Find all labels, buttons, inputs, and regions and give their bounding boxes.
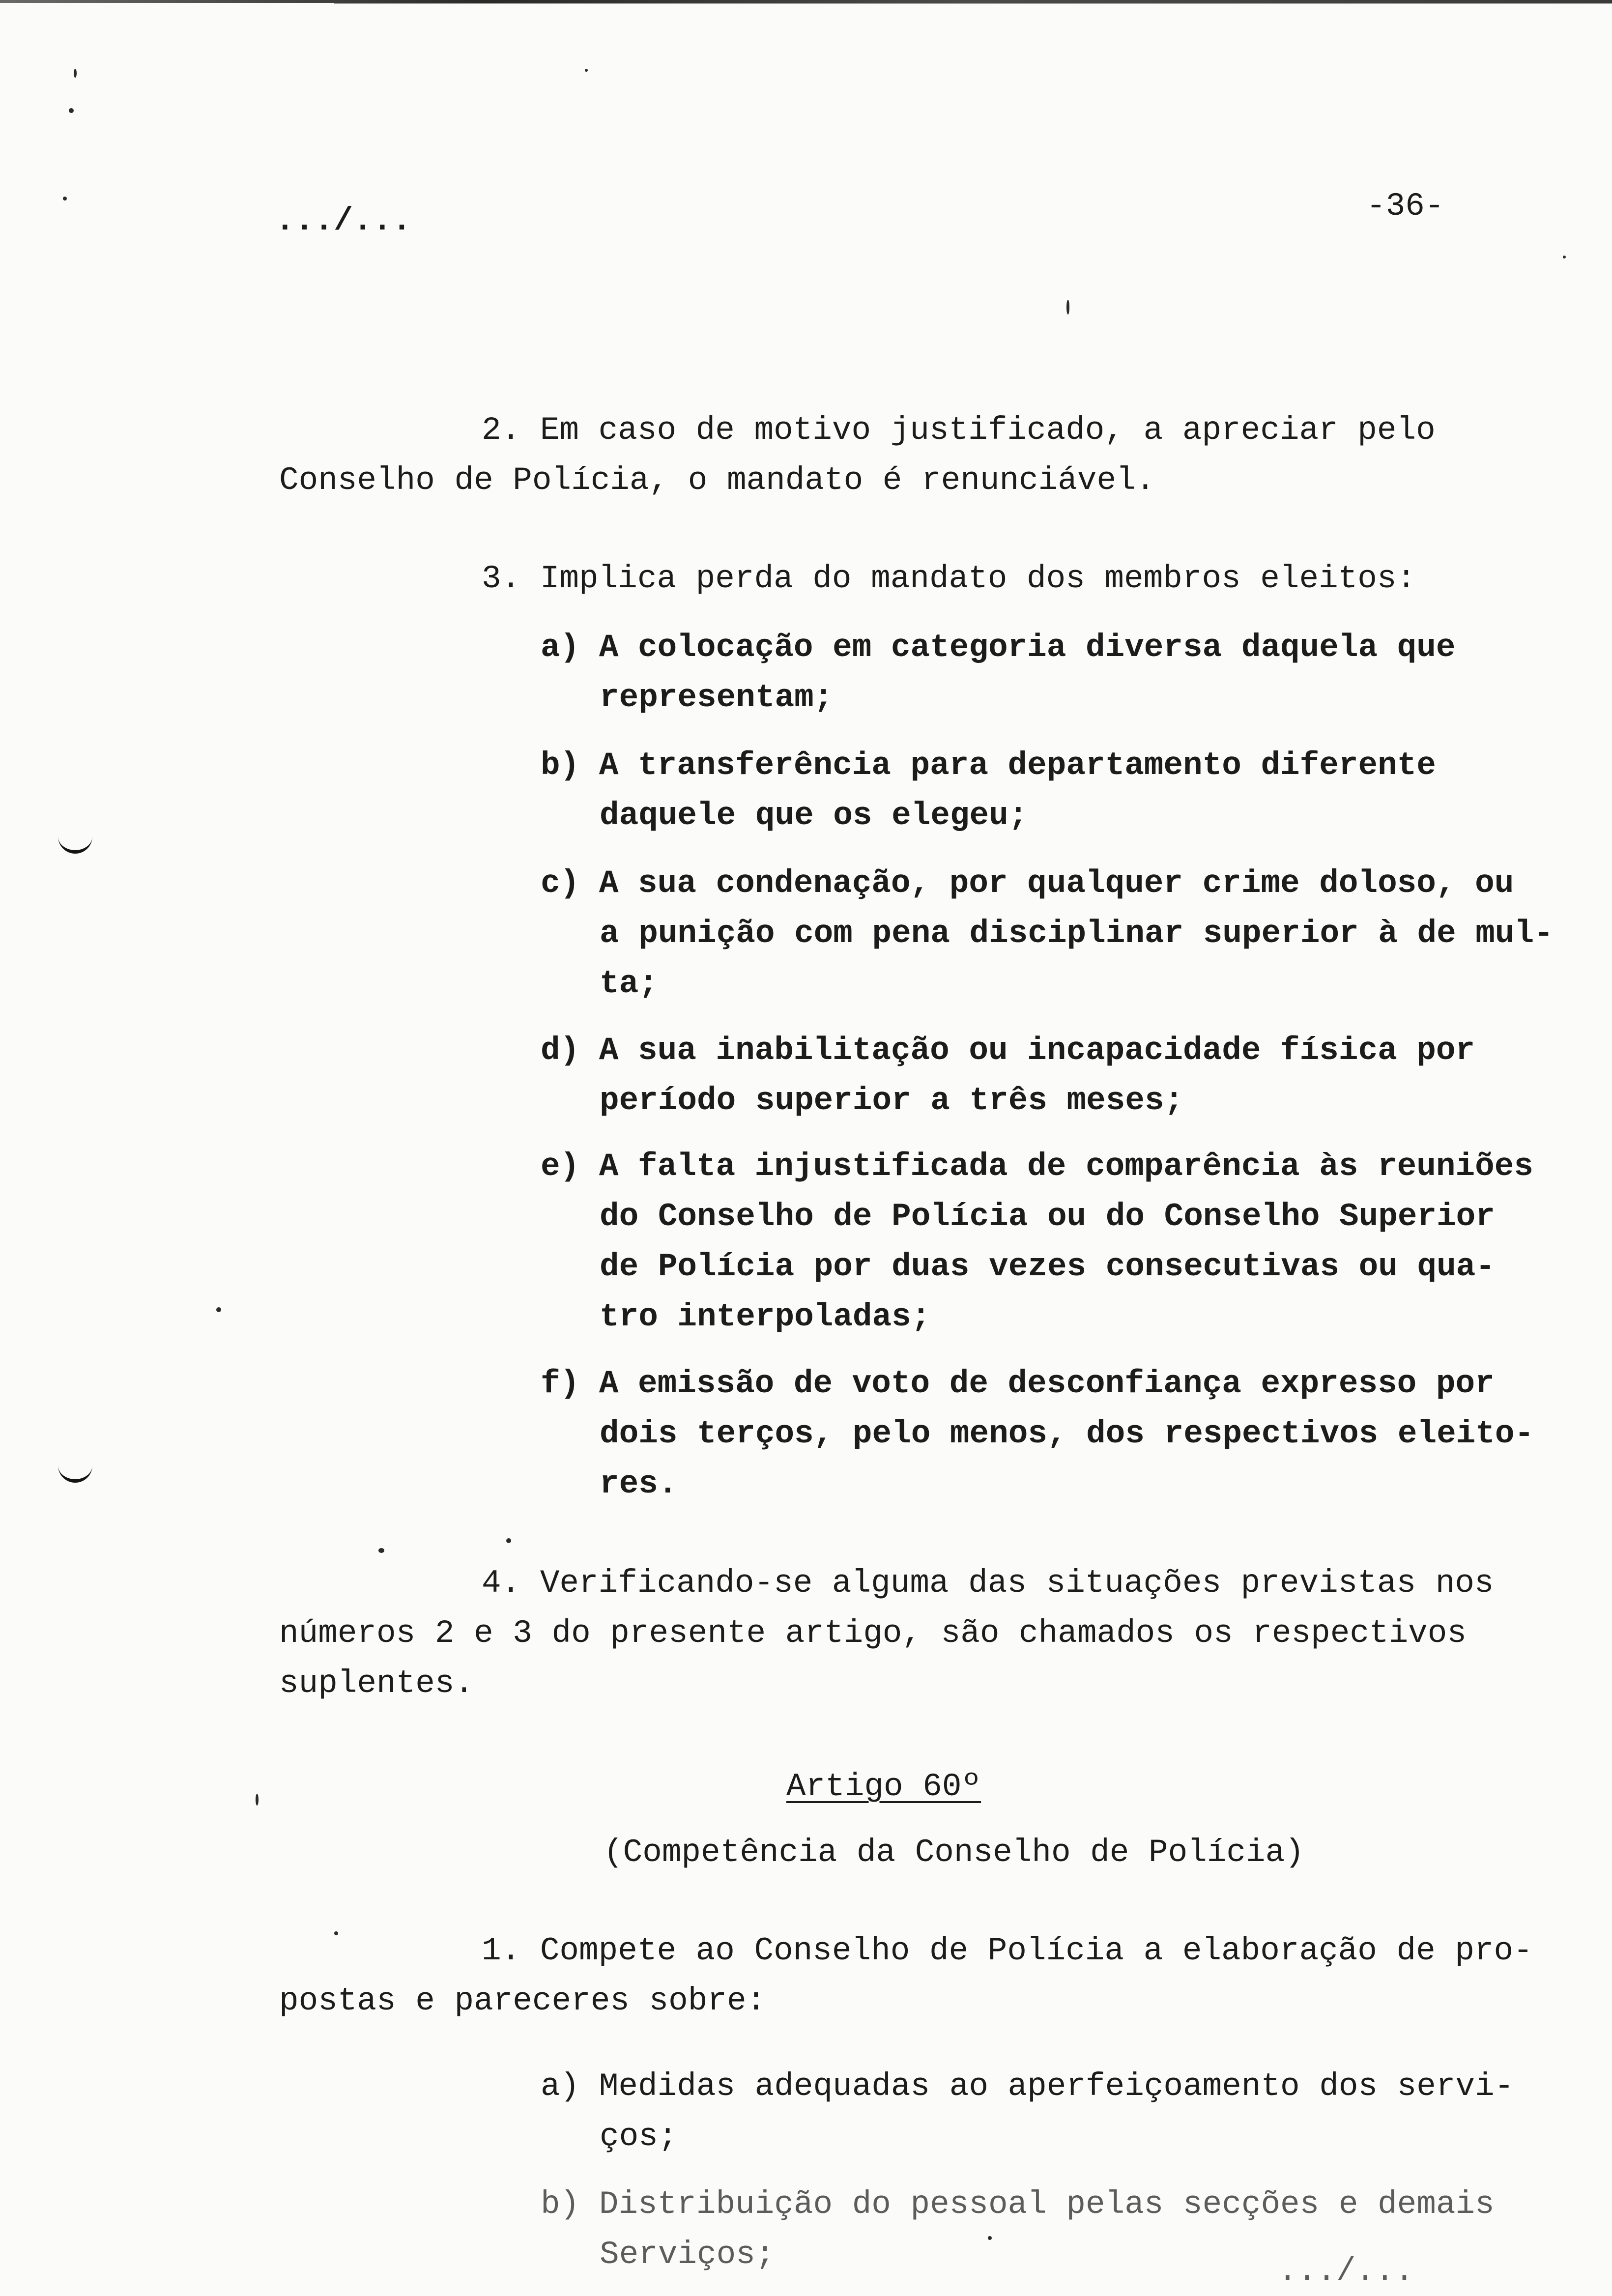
- scan-speck: [1563, 256, 1566, 258]
- item-3e-line-1: e) A falta injustificada de comparência às reuniões: [541, 1148, 1533, 1185]
- item-3a-line-2: representam;: [600, 679, 834, 716]
- item-3b-line-1: b) A transferência para departamento diferente: [541, 747, 1436, 784]
- item-3d-line-1: d) A sua inabilitação ou incapacidade física por: [541, 1032, 1475, 1069]
- page-number: -36-: [1366, 188, 1444, 225]
- item-3d-line-2: período superior a três meses;: [600, 1082, 1184, 1119]
- item-3f-line-2: dois terços, pelo menos, dos respectivos eleito-: [600, 1415, 1534, 1452]
- scan-top-border-shadow: [334, 3, 1612, 4]
- item-3f-line-1: f) A emissão de voto de desconfiança expresso por: [541, 1365, 1495, 1402]
- scan-speck: [585, 69, 588, 72]
- item-2-line-1: 2. Em caso de motivo justificado, a apreciar pelo: [482, 412, 1436, 449]
- scan-speck: [506, 1538, 511, 1543]
- scan-curl-mark: [58, 1455, 92, 1483]
- item-3-intro: 3. Implica perda do mandato dos membros eleitos:: [482, 560, 1416, 597]
- article-item-1a-line-2: ços;: [600, 2118, 678, 2155]
- scan-speck: [1066, 300, 1069, 315]
- item-3c-line-3: ta;: [600, 965, 658, 1002]
- continuation-mark-bottom: .../...: [1278, 2253, 1414, 2290]
- scan-speck: [74, 69, 77, 78]
- scan-speck: [334, 1931, 338, 1935]
- item-3b-line-2: daquele que os elegeu;: [600, 797, 1028, 834]
- item-3e-line-4: tro interpoladas;: [600, 1298, 931, 1335]
- scan-speck: [63, 197, 67, 201]
- article-item-1a-line-1: a) Medidas adequadas ao aperfeiçoamento dos servi-: [541, 2068, 1514, 2105]
- article-heading: Artigo 60º: [786, 1768, 981, 1805]
- article-item-1-line-2: postas e pareceres sobre:: [279, 1982, 766, 2019]
- item-3f-line-3: res.: [600, 1465, 678, 1502]
- scan-speck: [216, 1307, 221, 1312]
- item-4-line-3: suplentes.: [279, 1665, 474, 1702]
- scan-curl-mark: [58, 826, 92, 854]
- item-3e-line-2: do Conselho de Polícia ou do Conselho Superior: [600, 1198, 1495, 1235]
- item-2-line-2: Conselho de Polícia, o mandato é renunciável.: [279, 462, 1155, 499]
- article-item-1b-line-2: Serviços;: [600, 2236, 775, 2273]
- scan-speck: [256, 1794, 259, 1806]
- scan-speck: [988, 2236, 992, 2240]
- item-3c-line-1: c) A sua condenação, por qualquer crime doloso, ou: [541, 865, 1514, 902]
- article-item-1b-line-1: b) Distribuição do pessoal pelas secções e demais: [541, 2186, 1495, 2223]
- continuation-mark-top: .../...: [275, 202, 412, 239]
- article-subtitle: (Competência da Conselho de Polícia): [604, 1834, 1304, 1871]
- article-item-1-line-1: 1. Compete ao Conselho de Polícia a elaboração de pro-: [482, 1932, 1533, 1969]
- item-4-line-2: números 2 e 3 do presente artigo, são chamados os respectivos: [279, 1615, 1467, 1652]
- item-3c-line-2: a punição com pena disciplinar superior à de mul-: [600, 915, 1554, 952]
- scan-speck: [378, 1548, 384, 1553]
- scan-speck: [69, 108, 74, 113]
- item-3e-line-3: de Polícia por duas vezes consecutivas ou qua-: [600, 1248, 1495, 1285]
- item-3a-line-1: a) A colocação em categoria diversa daquela que: [541, 629, 1456, 666]
- item-4-line-1: 4. Verificando-se alguma das situações previstas nos: [482, 1565, 1494, 1602]
